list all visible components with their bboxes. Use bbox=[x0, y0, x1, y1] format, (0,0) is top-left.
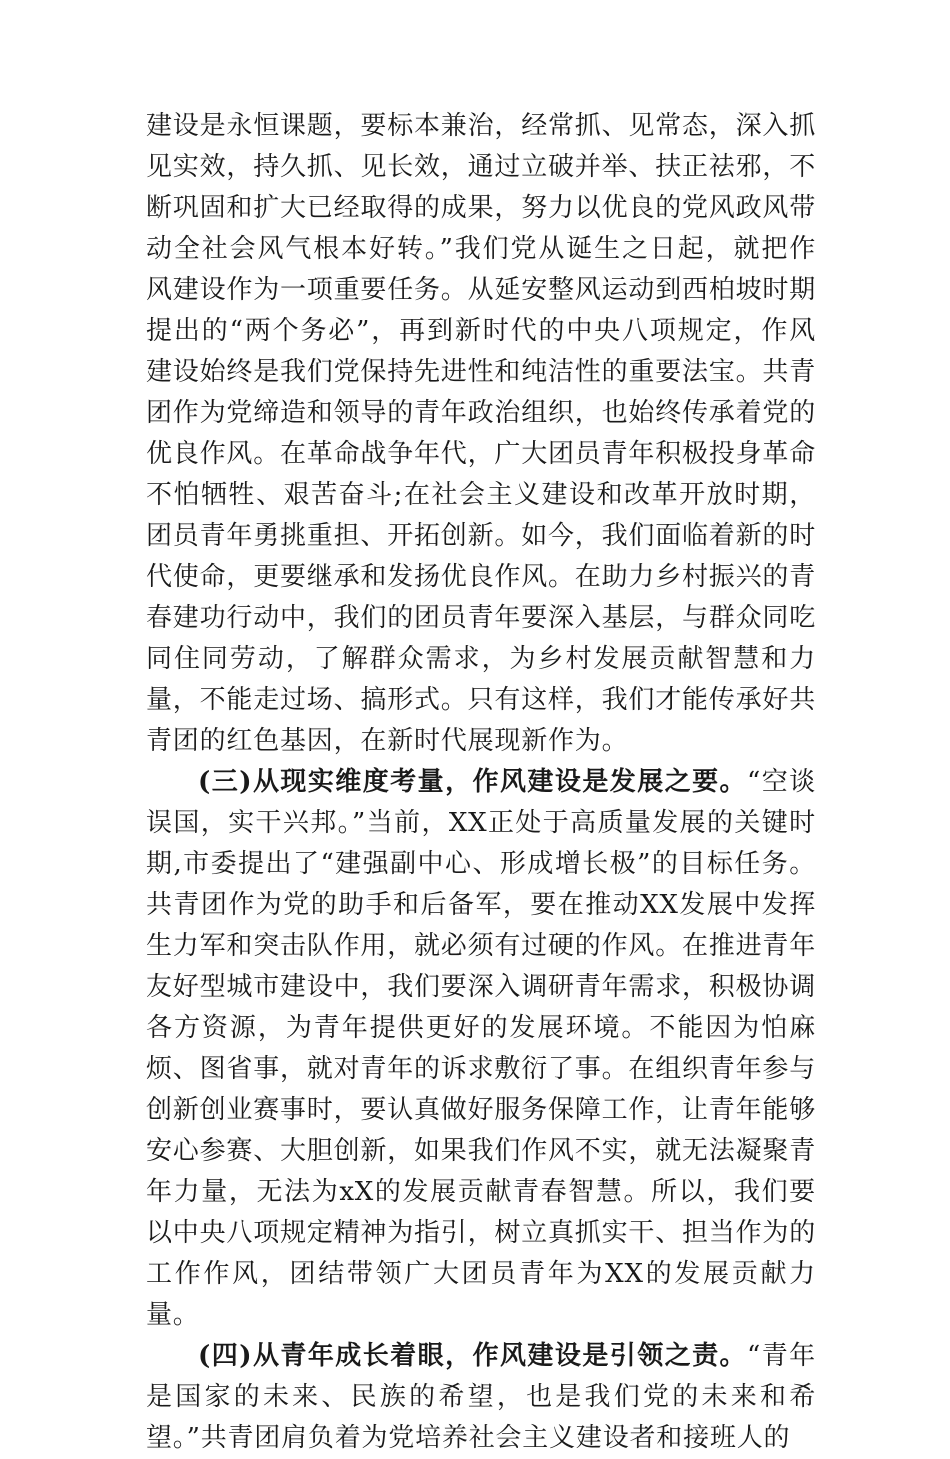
paragraph-section-3 bbox=[146, 762, 816, 1336]
section-3-heading: (三)从现实维度考量，作风建设是发展之要。 bbox=[198, 767, 747, 797]
paragraph-section-4 bbox=[146, 1336, 816, 1459]
paragraph-text: “青年是国家的未来、民族的希望，也是我们党的未来和希望。”共青团肩负着为党培养社会主义建设者和接班人的 bbox=[146, 1341, 816, 1453]
paragraph-text: 建设是永恒课题，要标本兼治，经常抓、见常态，深入抓见实效，持久抓、见长效，通过立破并举、扶正祛邪，不断巩固和扩大已经取得的成果，努力以优良的党风政风带动全社会风气根本好转。”我们党从诞生之日起，就把作风建设作为一项重要任务。从延安整风运动到西柏坡时期提出的“两个务必”，再到新时代的中央八项规定，作风建设始终是我们党保持先进性和纯洁性的重要法宝。共青团作为党缔造和领导的青年政治组织，也始终传承着党的优良作风。在革命战争年代，广大团员青年积极投身革命不怕牺牲、艰苦奋斗;在社会主义建设和改革开放时期，团员青年勇挑重担、开拓创新。如今，我们面临着新的时代使命，更要继承和发扬优良作风。在助力乡村振兴的青春建功行动中，我们的团员青年要深入基层，与群众同吃同住同劳动，了解群众需求，为乡村发展贡献智慧和力量，不能走过场、搞形式。只有这样，我们才能传承好共青团的红色基因，在新时代展现新作为。 bbox=[146, 111, 817, 756]
document-body bbox=[146, 106, 816, 1459]
paragraph-continuation bbox=[146, 106, 816, 762]
paragraph-text: “空谈误国，实干兴邦。”当前，XX正处于高质量发展的关键时期,市委提出了“建强副中心、形成增长极”的目标任务。共青团作为党的助手和后备军，要在推动XX发展中发挥生力军和突击队作用，就必须有过硬的作风。在推进青年友好型城市建设中，我们要深入调研青年需求，积极协调各方资源，为青年提供更好的发展环境。不能因为怕麻烦、图省事，就对青年的诉求敷衍了事。在组织青年参与创新创业赛事时，要认真做好服务保障工作，让青年能够安心参赛、大胆创新，如果我们作风不实，就无法凝聚青年力量，无法为xX的发展贡献青春智慧。所以，我们要以中央八项规定精神为指引，树立真抓实干、担当作为的工作作风，团结带领广大团员青年为XX的发展贡献力量。 bbox=[146, 767, 817, 1330]
section-4-heading: (四)从青年成长着眼，作风建设是引领之责。 bbox=[198, 1341, 747, 1371]
